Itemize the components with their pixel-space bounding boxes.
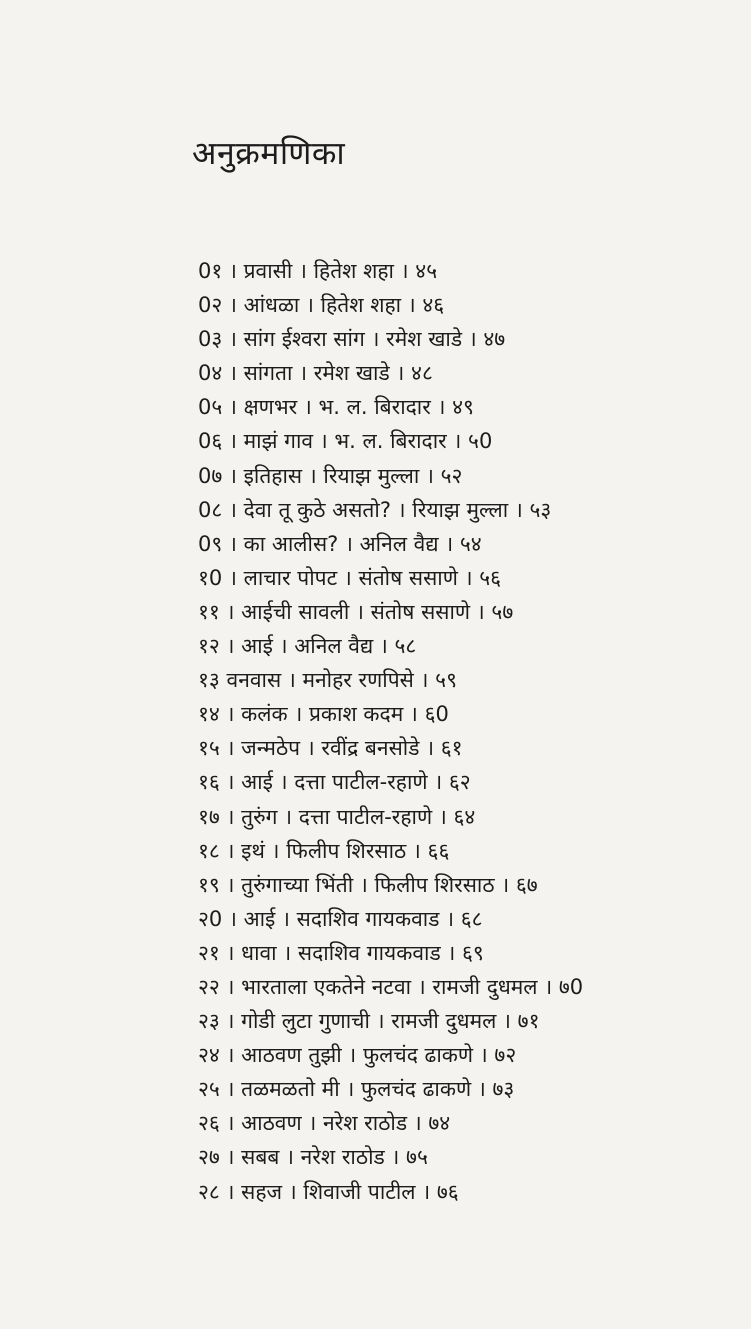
- toc-entry: 0७ । इतिहास । रियाझ मुल्ला । ५२: [198, 463, 463, 488]
- toc-entry: १३ वनवास । मनोहर रणपिसे । ५९: [198, 668, 458, 693]
- toc-entry: २७ । सबब । नरेश राठोड । ७५: [198, 1145, 428, 1170]
- toc-entry: २१ । धावा । सदाशिव गायकवाड । ६९: [198, 940, 484, 965]
- toc-entry: २५ । तळमळतो मी । फुलचंद ढाकणे । ७३: [198, 1077, 515, 1102]
- toc-entry: १९ । तुरुंगाच्या भिंती । फिलीप शिरसाठ । ६७: [198, 872, 538, 897]
- toc-entry: 0८ । देवा तू कुठे असतो? । रियाझ मुल्ला । ५३: [198, 497, 552, 522]
- toc-entry: १२ । आई । अनिल वैद्य । ५८: [198, 634, 417, 659]
- toc-entry: १७ । तुरुंग । दत्ता पाटील-रहाणे । ६४: [198, 804, 476, 829]
- toc-entry: ११ । आईची सावली । संतोष ससाणे । ५७: [198, 599, 514, 624]
- toc-entry: १0 । लाचार पोपट । संतोष ससाणे । ५६: [198, 565, 502, 590]
- toc-entry: 0६ । माझं गाव । भ. ल. बिरादार । ५0: [198, 429, 493, 454]
- toc-entry: १८ । इथं । फिलीप शिरसाठ । ६६: [198, 838, 450, 863]
- toc-entry: २२ । भारताला एकतेने नटवा । रामजी दुधमल । ७0: [198, 974, 584, 999]
- toc-entry: २८ । सहज । शिवाजी पाटील । ७६: [198, 1179, 459, 1204]
- toc-entry: २४ । आठवण तुझी । फुलचंद ढाकणे । ७२: [198, 1043, 517, 1068]
- toc-entry: 0३ । सांग ईश्वरा सांग । रमेश खाडे । ४७: [198, 327, 506, 352]
- table-of-contents: [198, 254, 738, 1209]
- toc-entry: १४ । कलंक । प्रकाश कदम । ६0: [198, 702, 449, 727]
- toc-entry: 0५ । क्षणभर । भ. ल. बिरादार । ४९: [198, 395, 474, 420]
- toc-entry: १५ । जन्मठेप । रवींद्र बनसोडे । ६१: [198, 736, 463, 761]
- toc-entry: 0२ । आंधळा । हितेश शहा । ४६: [198, 293, 445, 318]
- toc-entry: 0१ । प्रवासी । हितेश शहा । ४५: [198, 259, 438, 283]
- toc-entry: 0४ । सांगता । रमेश खाडे । ४८: [198, 361, 433, 386]
- toc-entry: २३ । गोडी लुटा गुणाची । रामजी दुधमल । ७१: [198, 1009, 540, 1034]
- toc-entry: १६ । आई । दत्ता पाटील-रहाणे । ६२: [198, 770, 471, 795]
- toc-entry: २६ । आठवण । नरेश राठोड । ७४: [198, 1111, 451, 1136]
- page-title: अनुक्रमणिका: [192, 134, 346, 172]
- toc-entry: 0९ । का आलीस? । अनिल वैद्य । ५४: [198, 531, 482, 556]
- toc-entry: २0 । आई । सदाशिव गायकवाड । ६८: [198, 906, 483, 931]
